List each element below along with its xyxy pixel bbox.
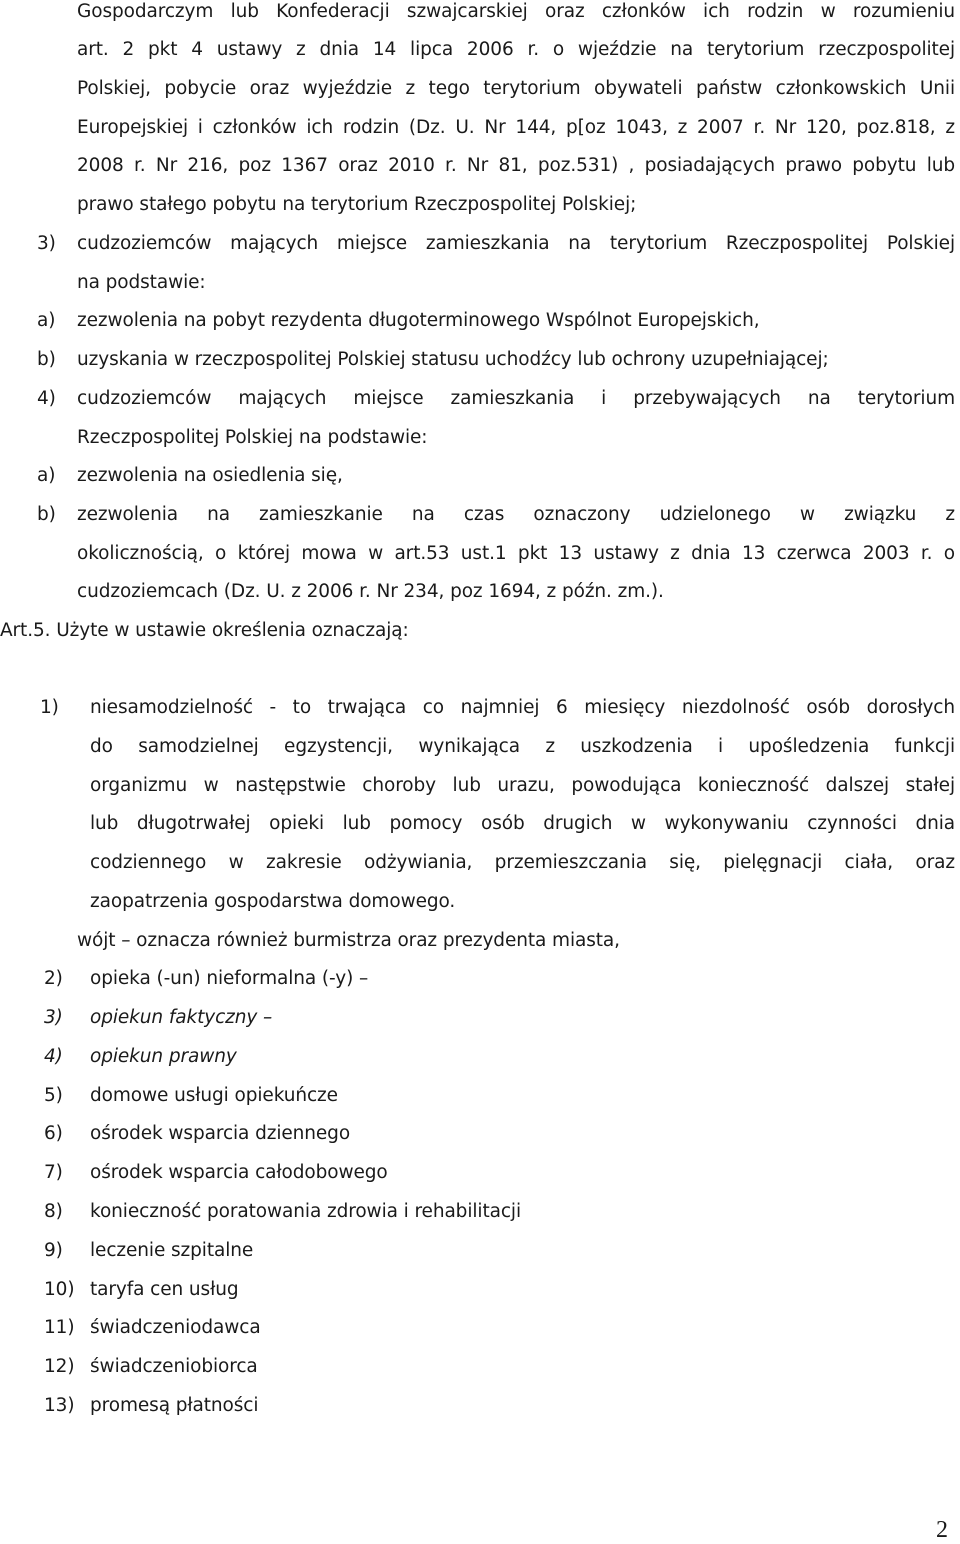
sub-item-letter: b) (37, 349, 56, 370)
sub-item-text: zezwolenia na zamieszkanie na czas oznaczony udzielonego w związku z (77, 504, 955, 525)
item-line: na podstawie: (77, 272, 206, 293)
definition-number: 11) (44, 1317, 75, 1338)
definition-line: lub długotrwałej opieki lub pomocy osób drugich w wykonywaniu czynności dnia (90, 813, 955, 834)
definition-number: 10) (44, 1279, 75, 1300)
definition-number: 12) (44, 1356, 75, 1377)
sub-item-letter: a) (37, 310, 56, 331)
paragraph-line: prawo stałego pobytu na terytorium Rzeczpospolitej Polskiej; (77, 194, 637, 215)
definition-term: domowe usługi opiekuńcze (90, 1085, 338, 1106)
definition-number: 13) (44, 1395, 75, 1416)
page-number: 2 (936, 1517, 948, 1543)
definition-term: ośrodek wsparcia całodobowego (90, 1162, 388, 1183)
definition-term: świadczeniodawca (90, 1317, 261, 1338)
paragraph-line: art. 2 pkt 4 ustawy z dnia 14 lipca 2006 r. o wjeździe na terytorium rzeczpospolitej (77, 39, 955, 60)
item-number: 3) (37, 233, 56, 254)
paragraph-line: 2008 r. Nr 216, poz 1367 oraz 2010 r. Nr 81, poz.531) , posiadających prawo pobytu lub (77, 155, 955, 176)
definition-term: leczenie szpitalne (90, 1240, 254, 1261)
paragraph-line: Europejskiej i członków ich rodzin (Dz. U. Nr 144, p[oz 1043, z 2007 r. Nr 120, poz.818, z (77, 117, 955, 138)
definition-term: świadczeniobiorca (90, 1356, 258, 1377)
paragraph-line: Polskiej, pobycie oraz wyjeździe z tego terytorium obywateli państw członkowskich Unii (77, 78, 955, 99)
item-line: cudzoziemców mających miejsce zamieszkania i przebywających na terytorium (77, 388, 955, 409)
definition-note: wójt – oznacza również burmistrza oraz prezydenta miasta, (77, 930, 620, 951)
sub-item-letter: b) (37, 504, 56, 525)
definition-term: konieczność poratowania zdrowia i rehabilitacji (90, 1201, 521, 1222)
definition-line: niesamodzielność - to trwająca co najmniej 6 miesięcy niezdolność osób dorosłych (90, 697, 955, 718)
definition-line: codziennego w zakresie odżywiania, przemieszczania się, pielęgnacji ciała, oraz (90, 852, 955, 873)
sub-item-text: zezwolenia na pobyt rezydenta długoterminowego Wspólnot Europejskich, (77, 310, 760, 331)
definition-line: do samodzielnej egzystencji, wynikająca z uszkodzenia i upośledzenia funkcji (90, 736, 955, 757)
definition-number: 7) (44, 1162, 63, 1183)
article-heading: Art.5. Użyte w ustawie określenia oznaczają: (0, 620, 409, 641)
sub-item-text: cudzoziemcach (Dz. U. z 2006 r. Nr 234, poz 1694, z późn. zm.). (77, 581, 664, 602)
definition-term: opiekun faktyczny – (90, 1007, 273, 1028)
definition-number: 6) (44, 1123, 63, 1144)
sub-item-text: zezwolenia na osiedlenia się, (77, 465, 343, 486)
sub-item-text: okolicznością, o której mowa w art.53 ust.1 pkt 13 ustawy z dnia 13 czerwca 2003 r. o (77, 543, 955, 564)
definition-term: taryfa cen usług (90, 1279, 239, 1300)
item-line: cudzoziemców mających miejsce zamieszkania na terytorium Rzeczpospolitej Polskiej (77, 233, 955, 254)
definition-term: opiekun prawny (90, 1046, 237, 1067)
sub-item-letter: a) (37, 465, 56, 486)
item-number: 4) (37, 388, 56, 409)
definition-term: promesą płatności (90, 1395, 259, 1416)
definition-term: opieka (-un) nieformalna (-y) – (90, 968, 369, 989)
item-line: Rzeczpospolitej Polskiej na podstawie: (77, 427, 428, 448)
definition-term: ośrodek wsparcia dziennego (90, 1123, 351, 1144)
definition-number: 1) (40, 697, 59, 718)
definition-line: organizmu w następstwie choroby lub urazu, powodująca konieczność dalszej stałej (90, 775, 955, 796)
definition-number: 9) (44, 1240, 63, 1261)
definition-number: 8) (44, 1201, 63, 1222)
paragraph-line: Gospodarczym lub Konfederacji szwajcarskiej oraz członków ich rodzin w rozumieniu (77, 1, 955, 22)
definition-number: 3) (44, 1007, 63, 1028)
definition-line: zaopatrzenia gospodarstwa domowego. (90, 891, 456, 912)
definition-number: 5) (44, 1085, 63, 1106)
sub-item-text: uzyskania w rzeczpospolitej Polskiej statusu uchodźcy lub ochrony uzupełniającej; (77, 349, 829, 370)
definition-number: 4) (44, 1046, 63, 1067)
definition-number: 2) (44, 968, 63, 989)
